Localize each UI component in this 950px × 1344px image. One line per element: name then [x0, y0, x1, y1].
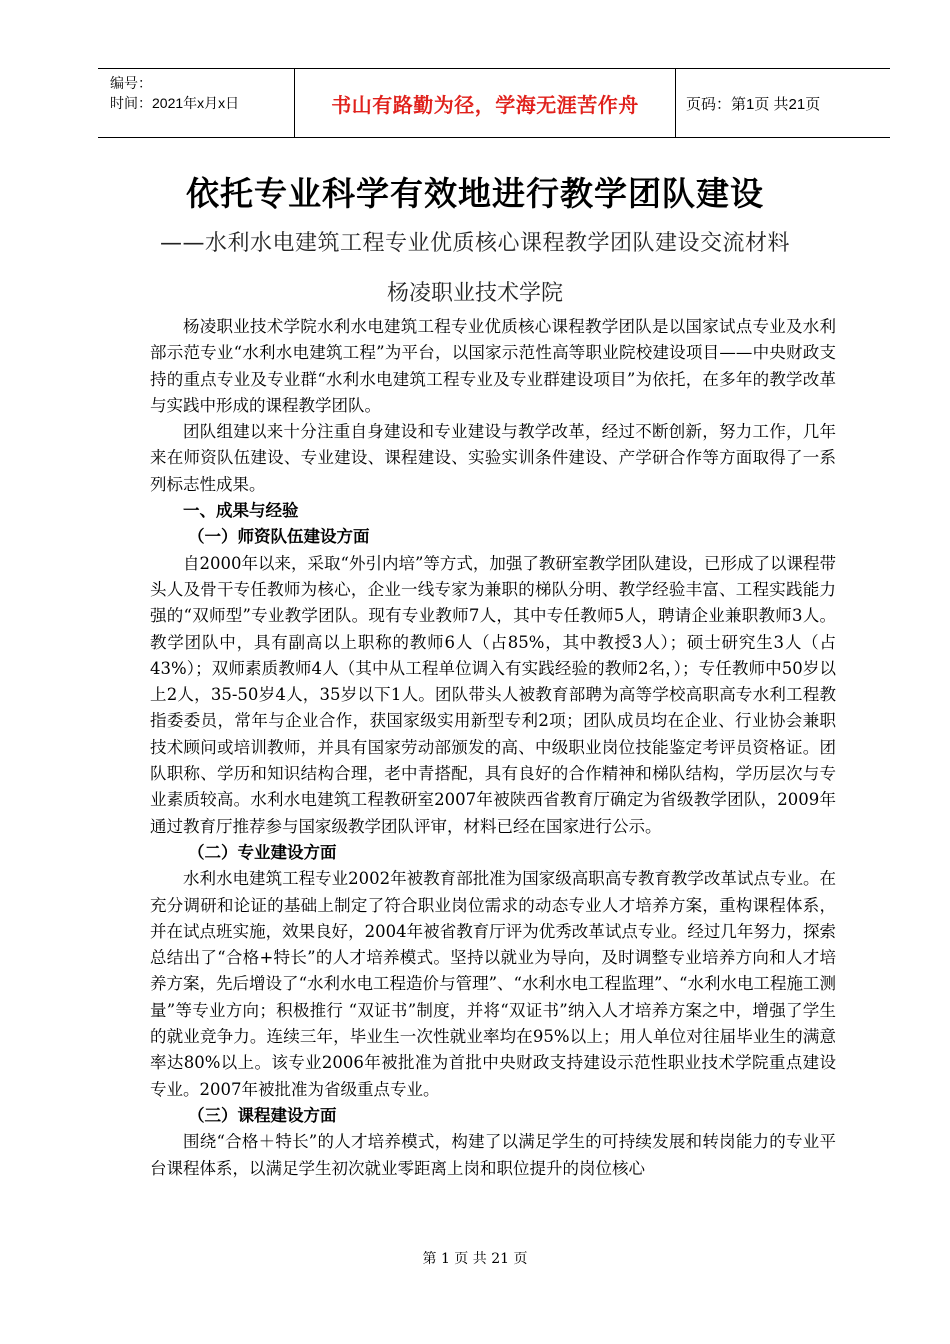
- page-footer: 第 1 页 共 21 页: [422, 1251, 528, 1267]
- header-meta: [110, 73, 239, 113]
- document-time-label: 时间：2021年x月x日: [110, 95, 240, 111]
- body-paragraph: 围绕“合格＋特长”的人才培养模式，构建了以满足学生的可持续发展和转岗能力的专业平台课程体系，以满足学生初次就业零距离上岗和职位提升的岗位核心: [150, 1132, 836, 1178]
- section-heading: 一、成果与经验: [183, 501, 299, 521]
- body-paragraph: 水利水电建筑工程专业2002年被教育部批准为国家级高职高专教育教学改革试点专业。在充分调研和论证的基础上制定了符合职业岗位需求的动态专业人才培养方案，重构课程体系，并在试点班实施，效果良好，2004年被省教育厅评为优秀改革试点专业。经过几年努力，探索总结出了“合格+特长”的人才培养模式。坚持以就业为导向，及时调整专业培养方向和人才培养方案，先后增设了“水利水电工程造价与管理”、“水利水电工程监理”、“水利水电工程施工测量”等专业方向；积极推行 “双证书”制度，并将“双证书”纳入人才培养方案之中，增强了学生的就业竞争力。连续三年，毕业生一次性就业率均在95%以上；用人单位对往届毕业生的满意率达80%以上。该专业2006年被批准为首批中央财政支持建设示范性职业技术学院重点建设专业。2007年被批准为省级重点专业。: [150, 869, 836, 1099]
- header-page-info: 页码：第1页 共21页: [686, 95, 821, 113]
- body-paragraph: 自2000年以来，采取“外引内培”等方式，加强了教研室教学团队建设，已形成了以课程带头人及骨干专任教师为核心，企业一线专家为兼职的梯队分明、教学经验丰富、工程实践能力强的“双师型”专业教学团队。现有专业教师7人，其中专任教师5人，聘请企业兼职教师3人。教学团队中，具有副高以上职称的教师6人（占85%，其中教授3人）；硕士研究生3人（占43%）；双师素质教师4人（其中从工程单位调入有实践经验的教师2名，）；专任教师中50岁以上2人，35-50岁4人，35岁以下1人。团队带头人被教育部聘为高等学校高职高专水利工程教指委委员，常年与企业合作，获国家级实用新型专利2项；团队成员均在企业、行业协会兼职技术顾问或培训教师，并具有国家劳动部颁发的高、中级职业岗位技能鉴定考评员资格证。团队职称、学历和知识结构合理，老中青搭配，具有良好的合作精神和梯队结构，学历层次与专业素质较高。水利水电建筑工程教研室2007年被陕西省教育厅确定为省级教学团队，2009年通过教育厅推荐参与国家级教学团队评审，材料已经在国家进行公示。: [150, 553, 836, 836]
- document-body: [150, 314, 836, 1182]
- document-number-label: 编号：: [110, 75, 152, 91]
- header-motto: 书山有路勤为径，学海无涯苦作舟: [294, 69, 676, 137]
- document-subtitle: ——水利水电建筑工程专业优质核心课程教学团队建设交流材料: [159, 231, 790, 256]
- subsection-heading: （三）课程建设方面: [187, 1105, 337, 1125]
- document-title: 依托专业科学有效地进行教学团队建设: [186, 174, 764, 213]
- subsection-heading: （二）专业建设方面: [187, 842, 337, 862]
- page-header: [98, 68, 890, 138]
- subsection-heading: （一）师资队伍建设方面: [187, 527, 370, 547]
- body-paragraph: 杨凌职业技术学院水利水电建筑工程专业优质核心课程教学团队是以国家试点专业及水利部示范专业“水利水电建筑工程”为平台，以国家示范性高等职业院校建设项目——中央财政支持的重点专业及专业群“水利水电建筑工程专业及专业群建设项目”为依托，在多年的教学改革与实践中形成的课程教学团队。: [150, 317, 836, 415]
- organization-name: 杨凌职业技术学院: [386, 281, 563, 306]
- body-paragraph: 团队组建以来十分注重自身建设和专业建设与教学改革，经过不断创新，努力工作，几年来在师资队伍建设、专业建设、课程建设、实验实训条件建设、产学研合作等方面取得了一系列标志性成果。: [150, 422, 836, 494]
